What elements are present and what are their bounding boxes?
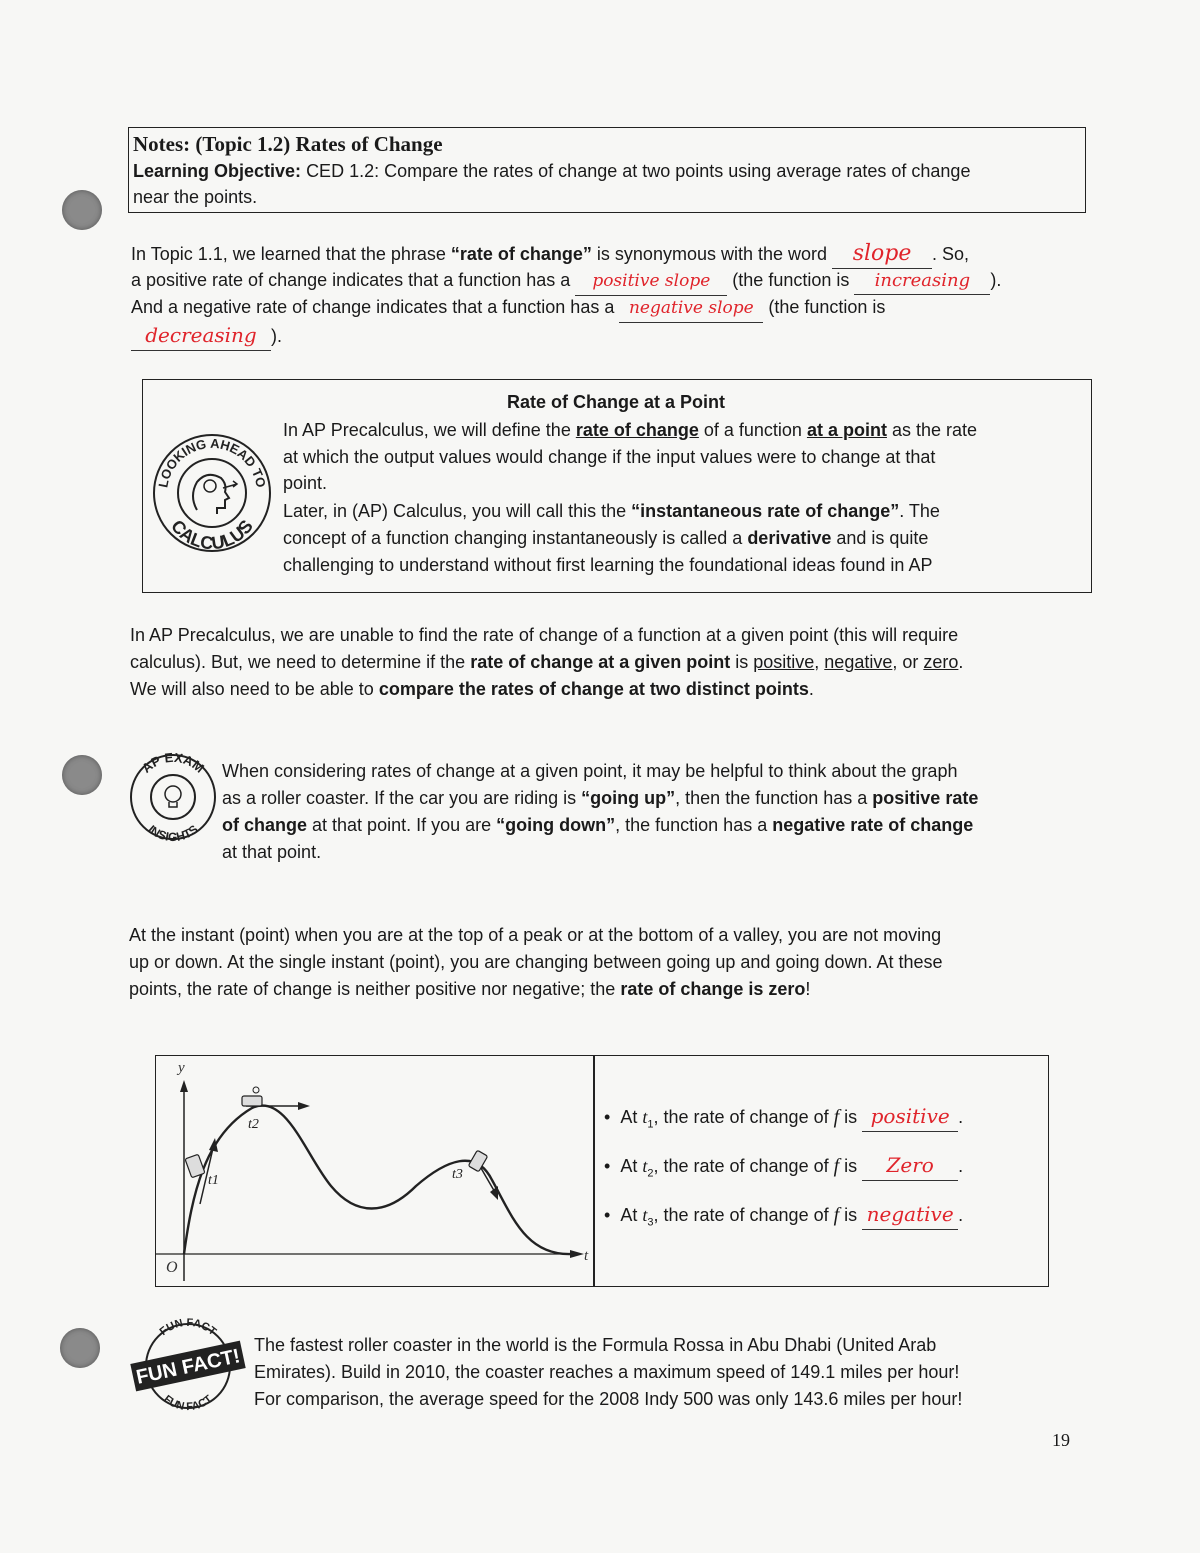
- para2-line-3: We will also need to be able to compare the rates of change at two distinct points.: [130, 679, 814, 699]
- roller-coaster-graph: [156, 1056, 593, 1286]
- callout-line-1: In AP Precalculus, we will define the rate of change of a function at a point as the rate: [283, 420, 977, 440]
- blank-t3: negative: [862, 1201, 958, 1230]
- binder-hole-2: [62, 755, 102, 795]
- blank-increasing: increasing: [854, 267, 990, 295]
- blank-t1: positive: [862, 1103, 958, 1132]
- origin-label: O: [166, 1259, 178, 1276]
- para3-line-3: points, the rate of change is neither positive nor negative; the rate of change is zero!: [129, 979, 811, 999]
- bullet-t3: • At $t_3$, the rate of change of f is negative .: [604, 1202, 964, 1229]
- ap-exam-insights-badge-icon: [128, 752, 218, 842]
- x-axis-arrow: [570, 1250, 584, 1258]
- graph-table: [155, 1055, 1049, 1287]
- svg-text:AP EXAM: AP EXAM: [138, 752, 208, 776]
- callout-title: Rate of Change at a Point: [506, 392, 726, 412]
- svg-text:INSIGHTS: INSIGHTS: [145, 822, 201, 842]
- intro-line-2: a positive rate of change indicates that a function has a positive slope (the function is increasing ).: [131, 267, 1001, 296]
- y-axis-label: y: [178, 1060, 185, 1076]
- binder-hole-1: [62, 190, 102, 230]
- learning-objective: Learning Objective: CED 1.2: Compare the rates of change at two points using average rates of change: [133, 161, 971, 181]
- bullet-t1: • At $t_1$, the rate of change of f is positive .: [604, 1104, 964, 1131]
- learning-objective-line2: near the points.: [133, 187, 258, 207]
- callout-line-5: concept of a function changing instantaneously is called a derivative and is quite: [283, 528, 929, 548]
- blank-negative-slope: negative slope: [619, 294, 763, 323]
- insight-line-1: When considering rates of change at a given point, it may be helpful to think about the graph: [222, 761, 958, 781]
- insight-line-3: of change at that point. If you are “going down”, the function has a negative rate of change: [222, 815, 974, 835]
- insight-line-2: as a roller coaster. If the car you are riding is “going up”, then the function has a positive rate: [222, 788, 979, 808]
- label-t1: t1: [208, 1173, 219, 1188]
- blank-positive-slope: positive slope: [575, 267, 727, 296]
- label-t2: t2: [248, 1117, 259, 1132]
- svg-text:FUN FACT: FUN FACT: [161, 1393, 215, 1414]
- blank-decreasing: decreasing: [131, 322, 271, 351]
- svg-text:CALCULUS: CALCULUS: [167, 516, 257, 554]
- function-curve: [184, 1105, 572, 1254]
- notes-header-box: [128, 127, 1086, 213]
- para2-line-2: calculus). But, we need to determine if the rate of change at a given point is positive, negative, or zero.: [130, 652, 964, 672]
- label-t3: t3: [452, 1167, 463, 1182]
- callout-line-6: challenging to understand without first learning the foundational ideas found in AP: [283, 555, 933, 575]
- insight-line-4: at that point.: [222, 842, 322, 862]
- binder-hole-3: [60, 1328, 100, 1368]
- para3-line-2: up or down. At the single instant (point), you are changing between going up and going down. At these: [129, 952, 943, 972]
- looking-ahead-calculus-badge-icon: [149, 430, 275, 556]
- rate-at-point-box: [142, 379, 1092, 593]
- intro-line-3: And a negative rate of change indicates that a function has a negative slope (the function is: [131, 294, 885, 323]
- svg-text:FUN FACT: FUN FACT: [157, 1318, 219, 1339]
- bullet-t2: • At $t_2$, the rate of change of f is Zero .: [604, 1153, 964, 1180]
- para2-line-1: In AP Precalculus, we are unable to find the rate of change of a function at a given point (this will require: [130, 625, 959, 645]
- funfact-line-2: Emirates). Build in 2010, the coaster reaches a maximum speed of 149.1 miles per hour!: [254, 1362, 960, 1382]
- funfact-line-3: For comparison, the average speed for the 2008 Indy 500 was only 143.6 miles per hour!: [254, 1389, 963, 1409]
- svg-text:FUN FACT!: FUN FACT!: [134, 1345, 243, 1389]
- coaster-car-t2-icon: [242, 1087, 262, 1106]
- intro-line-1: In Topic 1.1, we learned that the phrase “rate of change” is synonymous with the word slope . So,: [131, 240, 969, 269]
- callout-line-3: point.: [283, 473, 328, 493]
- fun-fact-badge-icon: [128, 1318, 246, 1414]
- x-axis-label: t: [584, 1248, 589, 1264]
- table-divider: [593, 1056, 595, 1286]
- callout-line-2: at which the output values would change if the input values were to change at that: [283, 447, 936, 467]
- coaster-car-t1-icon: [185, 1154, 205, 1178]
- intro-line-4: decreasing ).: [131, 322, 282, 351]
- page-number: 19: [1052, 1430, 1070, 1450]
- notes-title: Notes: (Topic 1.2) Rates of Change: [133, 132, 443, 156]
- para3-line-1: At the instant (point) when you are at the top of a peak or at the bottom of a valley, you are not moving: [129, 925, 942, 945]
- blank-t2: Zero: [862, 1152, 958, 1181]
- callout-line-4: Later, in (AP) Calculus, you will call this the “instantaneous rate of change”. The: [283, 501, 940, 521]
- blank-slope: slope: [832, 240, 932, 269]
- funfact-line-1: The fastest roller coaster in the world is the Formula Rossa in Abu Dhabi (United Arab: [254, 1335, 937, 1355]
- y-axis-arrow: [180, 1080, 188, 1092]
- svg-text:LOOKING AHEAD TO: LOOKING AHEAD TO: [155, 435, 269, 489]
